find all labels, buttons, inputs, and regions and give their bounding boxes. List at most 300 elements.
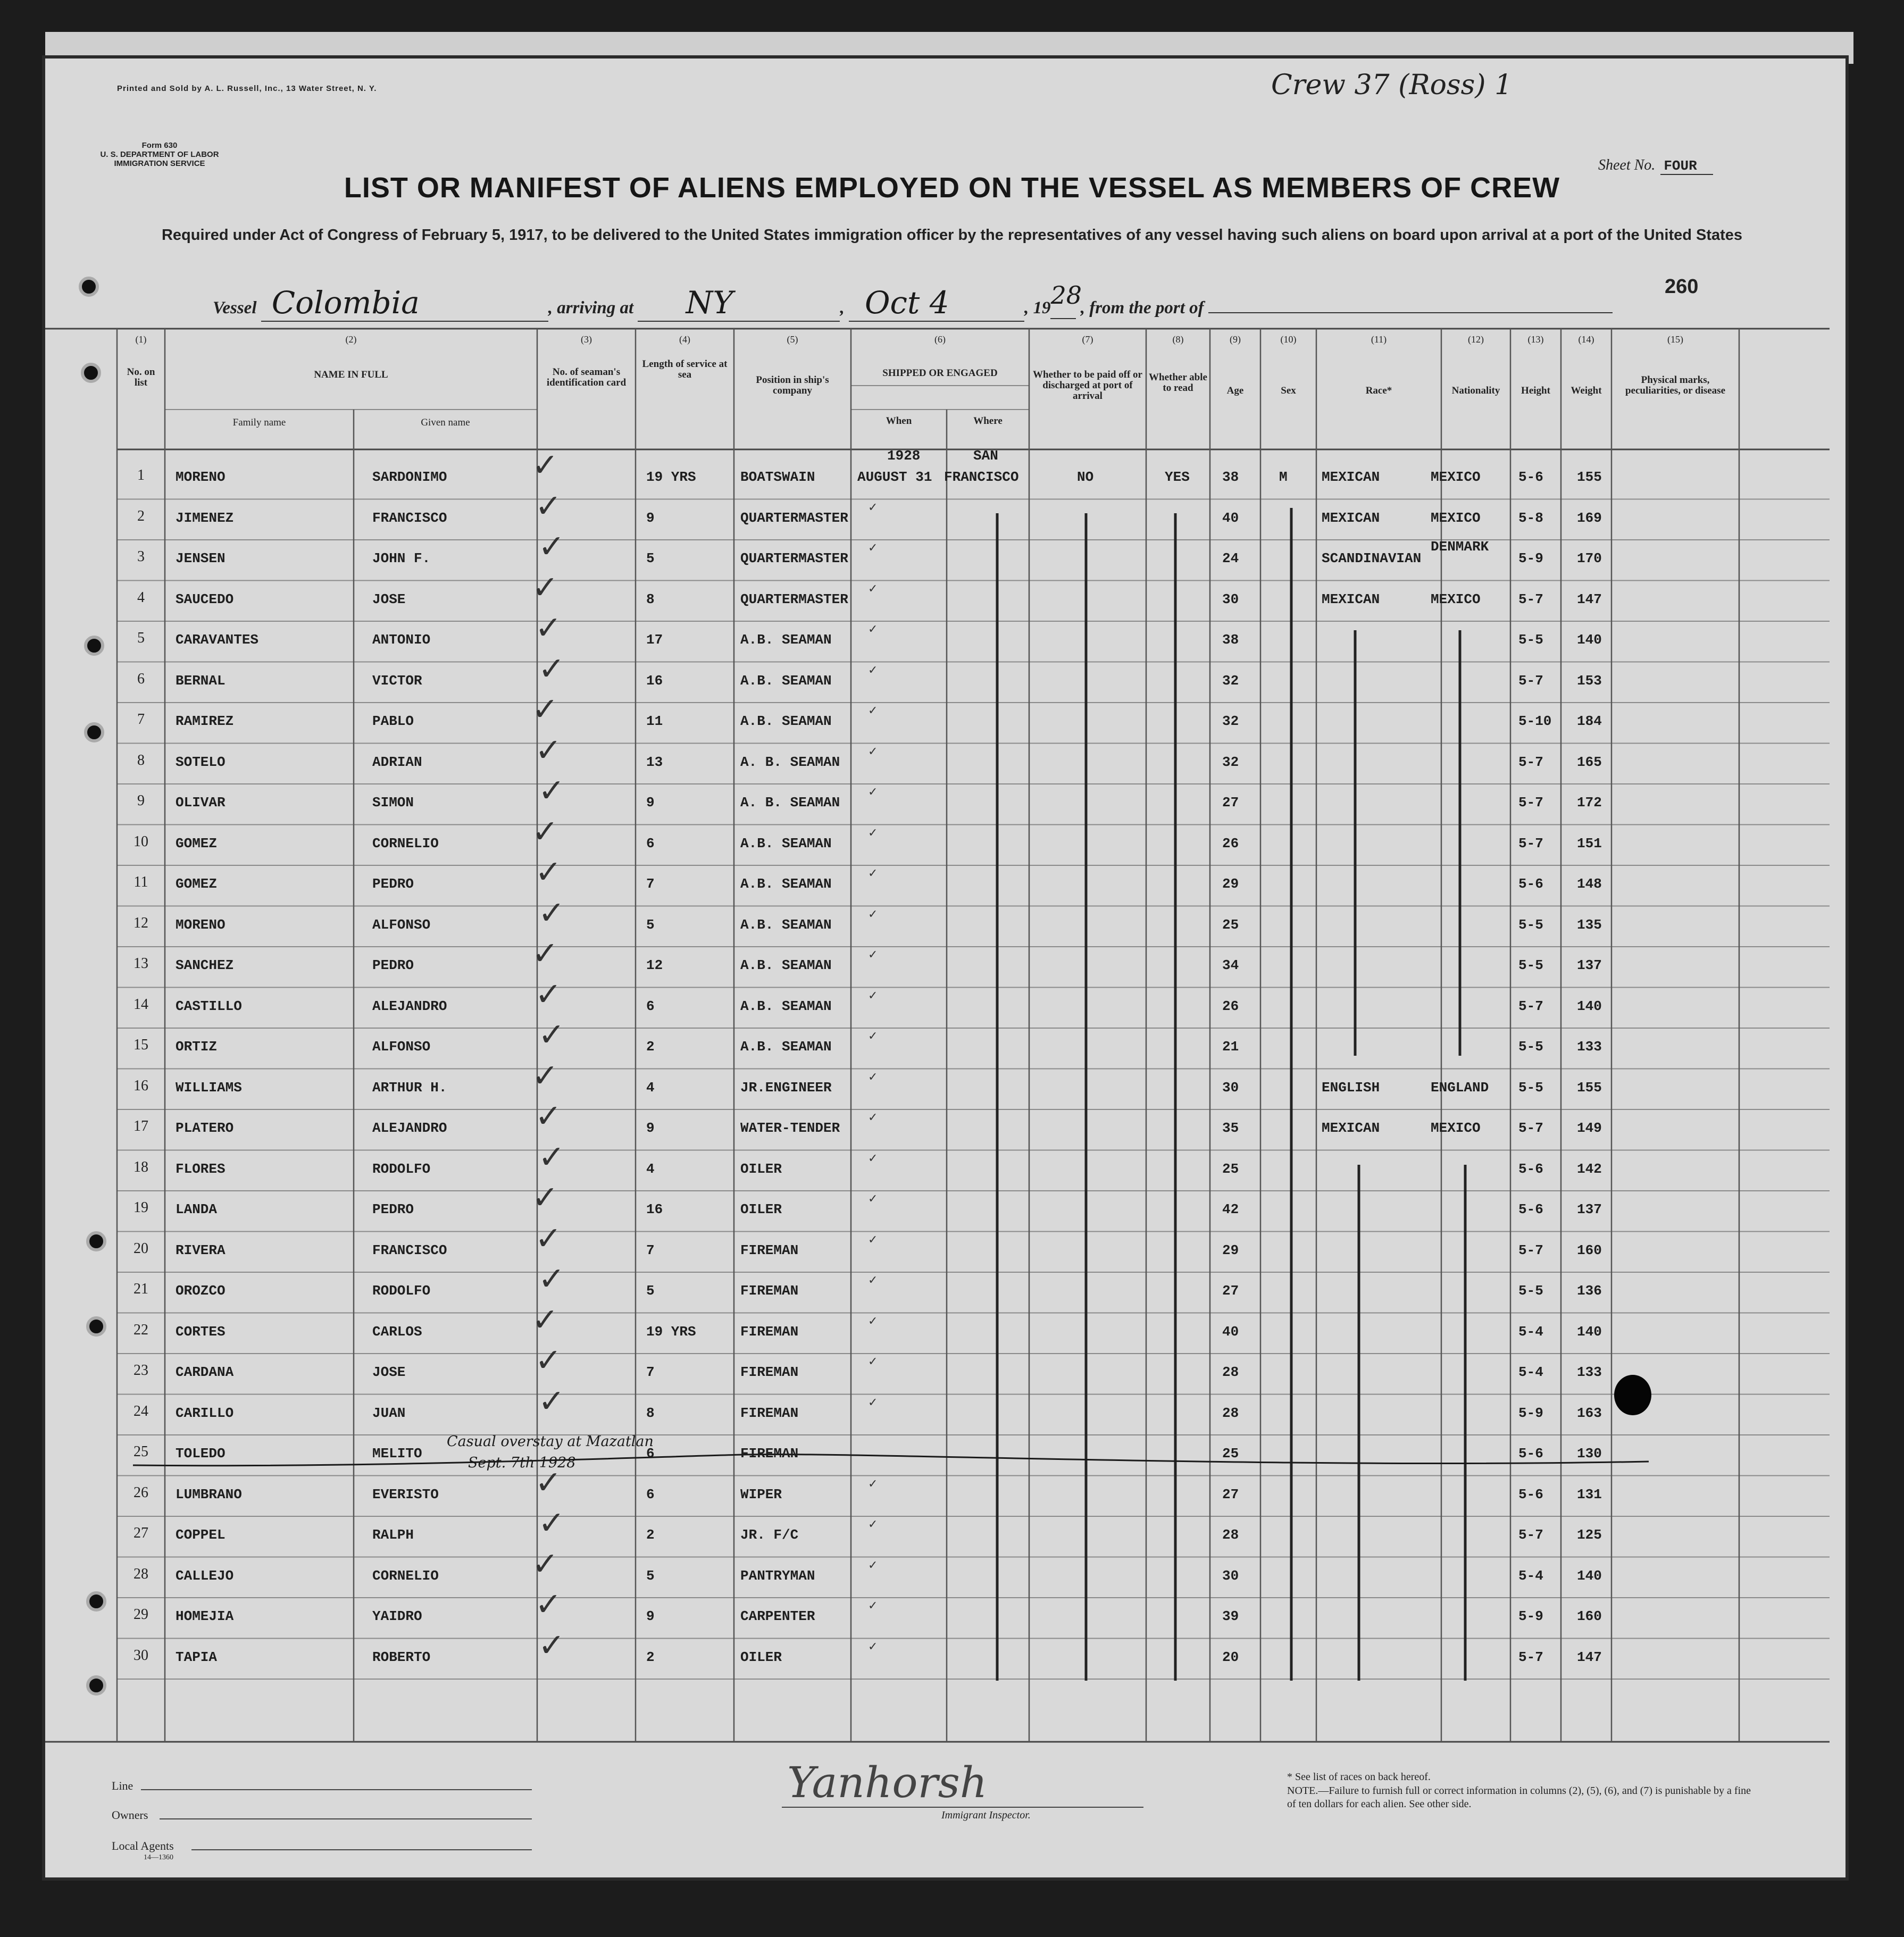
id-card-check-mark: ✓: [535, 487, 562, 525]
cell-race: MEXICAN: [1322, 591, 1380, 607]
cell-family-name: PLATERO: [176, 1120, 234, 1136]
cell-weight: 153: [1577, 672, 1602, 689]
cell-family-name: GOMEZ: [176, 876, 218, 892]
cell-position: FIREMAN: [740, 1364, 799, 1380]
cell-family-name: GOMEZ: [176, 835, 218, 851]
penalty-note: NOTE.—Failure to furnish full or correct information in columns (2), (5), (6), and (7) is punishable by a fine of ten dollars for each alien. See other side.: [1287, 1785, 1751, 1810]
from-port-label: , from the port of: [1080, 298, 1204, 318]
cell-weight: 170: [1577, 550, 1602, 566]
cell-height: 5-9: [1518, 1608, 1543, 1624]
id-card-check-mark: ✓: [532, 1301, 559, 1339]
id-card-check-mark: ✓: [532, 569, 559, 606]
cell-weight: 148: [1577, 876, 1602, 892]
cell-service-length: 9: [646, 510, 655, 526]
id-card-check-mark: ✓: [532, 447, 559, 484]
cell-age: 25: [1222, 1160, 1239, 1177]
row-number: 9: [137, 792, 145, 809]
header-name-in-full: NAME IN FULL: [314, 369, 388, 380]
cell-position: OILER: [740, 1649, 782, 1665]
cell-age: 25: [1222, 1446, 1239, 1462]
cell-position: OILER: [740, 1160, 782, 1177]
cell-service-length: 11: [646, 713, 663, 729]
cell-family-name: FLORES: [176, 1160, 226, 1177]
punch-hole: [84, 636, 104, 656]
shipped-tick-mark: ✓: [868, 1396, 878, 1409]
cell-age: 38: [1222, 632, 1239, 648]
id-card-check-mark: ✓: [532, 1057, 559, 1095]
cell-age: 30: [1222, 1567, 1239, 1584]
cell-age: 32: [1222, 754, 1239, 770]
cell-height: 5-7: [1518, 795, 1543, 811]
cell-family-name: RAMIREZ: [176, 713, 234, 729]
cell-race: ENGLISH: [1322, 1079, 1380, 1096]
punch-hole: [86, 1316, 106, 1337]
header-shipped-engaged: SHIPPED OR ENGAGED: [882, 368, 998, 379]
arrival-date: Oct 4: [864, 285, 949, 321]
shipped-tick-mark: ✓: [868, 1274, 878, 1287]
subheader-when: When: [886, 415, 912, 427]
cell-sex: M: [1279, 469, 1288, 485]
cell-family-name: JENSEN: [176, 550, 226, 566]
cell-family-name: OLIVAR: [176, 795, 226, 811]
arrival-year: 28: [1050, 281, 1082, 310]
header-nationality: Nationality: [1451, 385, 1500, 396]
cell-height: 5-5: [1518, 1079, 1543, 1096]
footer-agents-label: Local Agents: [112, 1839, 174, 1852]
cell-service-length: 6: [646, 1486, 655, 1502]
id-card-check-mark: ✓: [538, 1138, 565, 1176]
cell-given-name: ANTONIO: [372, 632, 431, 648]
cell-age: 27: [1222, 1486, 1239, 1502]
cell-position: QUARTERMASTER: [740, 591, 848, 607]
cell-family-name: CARILLO: [176, 1405, 234, 1421]
id-card-check-mark: ✓: [538, 894, 565, 932]
cell-family-name: ORTIZ: [176, 1039, 218, 1055]
cell-weight: 147: [1577, 1649, 1602, 1665]
cell-given-name: RALPH: [372, 1527, 414, 1543]
col-12-number: (12): [1468, 334, 1484, 345]
id-card-check-mark: ✓: [532, 935, 559, 972]
shipped-tick-mark: ✓: [868, 1518, 878, 1531]
footer-line-label: Line: [112, 1779, 133, 1792]
subheader-given-name: Given name: [421, 417, 470, 428]
cell-height: 5-10: [1518, 713, 1552, 729]
cell-service-length: 2: [646, 1527, 655, 1543]
cell-age: 32: [1222, 713, 1239, 729]
department-name: U. S. DEPARTMENT OF LABOR: [100, 150, 219, 159]
cell-race: MEXICAN: [1322, 1120, 1380, 1136]
cell-given-name: JOSE: [372, 1364, 406, 1380]
header-height: Height: [1521, 385, 1550, 396]
cell-given-name: FRANCISCO: [372, 510, 447, 526]
cell-age: 42: [1222, 1201, 1239, 1217]
row-number: 16: [133, 1077, 148, 1094]
cell-weight: 160: [1577, 1242, 1602, 1258]
cell-position: A.B. SEAMAN: [740, 1039, 832, 1055]
id-card-check-mark: ✓: [538, 1260, 565, 1298]
cell-height: 5-6: [1518, 1446, 1543, 1462]
cell-service-length: 8: [646, 591, 655, 607]
shipped-tick-mark: ✓: [868, 1070, 878, 1084]
cell-service-length: 2: [646, 1649, 655, 1665]
cell-service-length: 4: [646, 1079, 655, 1096]
inspector-label: Immigrant Inspector.: [941, 1809, 1031, 1821]
cell-service-length: 9: [646, 1608, 655, 1624]
cell-service-length: 17: [646, 632, 663, 648]
cell-given-name: ALEJANDRO: [372, 998, 447, 1014]
id-card-check-mark: ✓: [538, 1382, 565, 1420]
header-paid-off: Whether to be paid off or discharged at port of arrival: [1033, 369, 1142, 402]
cell-weight: 169: [1577, 510, 1602, 526]
printer-credit: Printed and Sold by A. L. Russell, Inc., 13 Water Street, N. Y.: [117, 84, 377, 93]
cell-height: 5-7: [1518, 1120, 1543, 1136]
shipped-tick-mark: ✓: [868, 907, 878, 921]
cell-height: 5-6: [1518, 1160, 1543, 1177]
header-length-of-service: Length of service at sea: [642, 358, 728, 380]
col-11-number: (11): [1371, 334, 1387, 345]
cell-height: 5-7: [1518, 1527, 1543, 1543]
cell-family-name: MORENO: [176, 469, 226, 485]
cell-given-name: PEDRO: [372, 957, 414, 973]
cell-service-length: 19 YRS: [646, 1323, 696, 1340]
cell-family-name: SANCHEZ: [176, 957, 234, 973]
row-number: 2: [137, 507, 145, 524]
cell-service-length: 4: [646, 1160, 655, 1177]
row-number: 23: [133, 1362, 148, 1379]
cell-height: 5-6: [1518, 1201, 1543, 1217]
shipped-tick-mark: ✓: [868, 500, 878, 514]
id-card-check-mark: ✓: [538, 1016, 565, 1054]
header-sex: Sex: [1281, 385, 1296, 396]
cell-family-name: MORENO: [176, 916, 226, 933]
cell-position: JR.ENGINEER: [740, 1079, 832, 1096]
id-card-check-mark: ✓: [538, 1505, 565, 1542]
cell-height: 5-5: [1518, 632, 1543, 648]
cell-service-length: 5: [646, 1283, 655, 1299]
shipped-tick-mark: ✓: [868, 948, 878, 962]
cell-height: 5-7: [1518, 835, 1543, 851]
ink-blot: [1614, 1375, 1651, 1415]
cell-height: 5-6: [1518, 876, 1543, 892]
punch-hole: [86, 1675, 106, 1696]
cell-family-name: CARAVANTES: [176, 632, 259, 648]
vessel-line: Vessel Colombia , arriving at NY , Oct 4 , 1928 , from the port of: [213, 281, 1613, 322]
cell-given-name: PEDRO: [372, 1201, 414, 1217]
cell-shipped-when: AUGUST 31: [857, 469, 932, 485]
shipped-tick-mark: ✓: [868, 826, 878, 840]
id-card-check-mark: ✓: [532, 813, 559, 850]
cell-age: 40: [1222, 1323, 1239, 1340]
cell-position: QUARTERMASTER: [740, 510, 848, 526]
sheet-label: Sheet No.: [1598, 157, 1656, 173]
cell-service-length: 9: [646, 1120, 655, 1136]
col-9-number: (9): [1230, 334, 1241, 345]
cell-age: 35: [1222, 1120, 1239, 1136]
cell-family-name: JIMENEZ: [176, 510, 234, 526]
vessel-name: Colombia: [271, 285, 420, 321]
cell-position: A. B. SEAMAN: [740, 754, 840, 770]
row-number: 28: [133, 1565, 148, 1582]
shipped-tick-mark: ✓: [868, 1111, 878, 1124]
cell-position: A.B. SEAMAN: [740, 998, 832, 1014]
cell-service-length: 6: [646, 1446, 655, 1462]
cell-given-name: ALFONSO: [372, 916, 431, 933]
col-4-number: (4): [679, 334, 690, 345]
cell-age: 21: [1222, 1039, 1239, 1055]
row-number: 1: [137, 467, 145, 483]
stamp-number: 260: [1665, 275, 1699, 298]
row-number: 17: [133, 1118, 148, 1134]
col-8-number: (8): [1172, 334, 1184, 345]
cell-height: 5-5: [1518, 1283, 1543, 1299]
cell-service-length: 9: [646, 795, 655, 811]
cell-weight: 151: [1577, 835, 1602, 851]
cell-height: 5-7: [1518, 754, 1543, 770]
cell-family-name: SAUCEDO: [176, 591, 234, 607]
document-subtitle: Required under Act of Congress of February 5, 1917, to be delivered to the United States immigration officer by the representatives of any vessel having such aliens on board upon arrival at a port of the United States: [161, 227, 1743, 244]
cell-race: MEXICAN: [1322, 469, 1380, 485]
cell-height: 5-5: [1518, 1039, 1543, 1055]
cell-weight: 172: [1577, 795, 1602, 811]
cell-shipped-where: FRANCISCO: [944, 469, 1019, 485]
cell-height: 5-6: [1518, 469, 1543, 485]
cell-shipped-year: 1928: [887, 448, 921, 464]
row-number: 22: [133, 1321, 148, 1338]
cell-age: 27: [1222, 1283, 1239, 1299]
subheader-where: Where: [973, 415, 1003, 427]
cell-given-name: ROBERTO: [372, 1649, 431, 1665]
footer-form-code: 14—1360: [144, 1853, 173, 1861]
cell-position: JR. F/C: [740, 1527, 799, 1543]
cell-family-name: HOMEJIA: [176, 1608, 234, 1624]
cell-family-name: CALLEJO: [176, 1567, 234, 1584]
cell-weight: 140: [1577, 998, 1602, 1014]
cell-weight: 140: [1577, 1323, 1602, 1340]
cell-height: 5-5: [1518, 916, 1543, 933]
col-2-number: (2): [345, 334, 357, 345]
col-6-number: (6): [934, 334, 946, 345]
document-title: LIST OR MANIFEST OF ALIENS EMPLOYED ON THE VESSEL AS MEMBERS OF CREW: [344, 172, 1560, 204]
shipped-tick-mark: ✓: [868, 704, 878, 717]
shipped-tick-mark: ✓: [868, 786, 878, 799]
row-number: 21: [133, 1281, 148, 1297]
id-card-check-mark: ✓: [535, 1098, 562, 1135]
cell-able-to-read: YES: [1165, 469, 1190, 485]
shipped-tick-mark: ✓: [868, 1558, 878, 1572]
cell-service-length: 6: [646, 998, 655, 1014]
id-card-check-mark: ✓: [535, 1220, 562, 1257]
service-name: IMMIGRATION SERVICE: [114, 159, 205, 168]
row-number: 12: [133, 914, 148, 931]
arrival-port: NY: [686, 285, 733, 321]
cell-height: 5-7: [1518, 1649, 1543, 1665]
shipped-tick-mark: ✓: [868, 582, 878, 596]
cell-age: 34: [1222, 957, 1239, 973]
cell-nationality: MEXICO: [1431, 591, 1481, 607]
id-card-check-mark: ✓: [535, 1464, 562, 1501]
year-prefix: , 19: [1024, 298, 1051, 318]
cell-weight: 133: [1577, 1039, 1602, 1055]
header-position: Position in ship's company: [756, 374, 829, 396]
col-14-number: (14): [1578, 334, 1594, 345]
punch-hole: [86, 1231, 106, 1251]
cell-position: PANTRYMAN: [740, 1567, 815, 1584]
id-card-check-mark: ✓: [532, 1179, 559, 1216]
cell-family-name: OROZCO: [176, 1283, 226, 1299]
cell-height: 5-4: [1518, 1323, 1543, 1340]
header-id-card: No. of seaman's identification card: [546, 366, 627, 388]
cell-given-name: EVERISTO: [372, 1486, 439, 1502]
id-card-check-mark: ✓: [535, 975, 562, 1013]
row-number: 29: [133, 1606, 148, 1623]
cell-height: 5-9: [1518, 550, 1543, 566]
row-number: 18: [133, 1158, 148, 1175]
cell-family-name: LANDA: [176, 1201, 218, 1217]
punch-hole: [81, 363, 101, 383]
cell-age: 30: [1222, 1079, 1239, 1096]
sheet-value: FOUR: [1660, 158, 1713, 175]
id-card-check-mark: ✓: [535, 854, 562, 891]
cell-weight: 125: [1577, 1527, 1602, 1543]
cell-weight: 131: [1577, 1486, 1602, 1502]
cell-family-name: CASTILLO: [176, 998, 242, 1014]
cell-service-length: 7: [646, 876, 655, 892]
row-number: 5: [137, 630, 145, 646]
cell-service-length: 7: [646, 1364, 655, 1380]
cell-service-length: 7: [646, 1242, 655, 1258]
cell-service-length: 5: [646, 550, 655, 566]
cell-weight: 130: [1577, 1446, 1602, 1462]
cell-age: 26: [1222, 835, 1239, 851]
cell-given-name: CORNELIO: [372, 1567, 439, 1584]
cell-age: 29: [1222, 876, 1239, 892]
vessel-label: Vessel: [213, 298, 257, 318]
cell-shipped-where-top: SAN: [973, 448, 998, 464]
col-15-number: (15): [1667, 334, 1683, 345]
cell-age: 29: [1222, 1242, 1239, 1258]
cell-service-length: 5: [646, 916, 655, 933]
cell-service-length: 5: [646, 1567, 655, 1584]
cell-family-name: SOTELO: [176, 754, 226, 770]
cell-family-name: RIVERA: [176, 1242, 226, 1258]
cell-weight: 140: [1577, 632, 1602, 648]
cell-age: 40: [1222, 510, 1239, 526]
cell-nationality: MEXICO: [1431, 510, 1481, 526]
cell-position: A.B. SEAMAN: [740, 876, 832, 892]
cell-family-name: BERNAL: [176, 672, 226, 689]
inspector-signature: Yanhorsh: [787, 1758, 988, 1807]
cell-given-name: CORNELIO: [372, 835, 439, 851]
cell-service-length: 6: [646, 835, 655, 851]
cell-position: QUARTERMASTER: [740, 550, 848, 566]
shipped-tick-mark: ✓: [868, 745, 878, 758]
cell-weight: 165: [1577, 754, 1602, 770]
cell-position: A.B. SEAMAN: [740, 916, 832, 933]
row-number: 6: [137, 670, 145, 687]
shipped-tick-mark: ✓: [868, 1030, 878, 1043]
cell-position: FIREMAN: [740, 1283, 799, 1299]
row-number: 19: [133, 1199, 148, 1216]
id-card-check-mark: ✓: [532, 1545, 559, 1583]
cell-weight: 137: [1577, 957, 1602, 973]
shipped-tick-mark: ✓: [868, 1640, 878, 1654]
crew-reference: Crew 37 (Ross) 1: [1271, 69, 1513, 101]
cell-nationality: MEXICO: [1431, 469, 1481, 485]
shipped-tick-mark: ✓: [868, 1314, 878, 1328]
overstay-annotation-date: Sept. 7th 1928: [468, 1455, 576, 1471]
cell-position: CARPENTER: [740, 1608, 815, 1624]
cell-height: 5-7: [1518, 1242, 1543, 1258]
cell-service-length: 16: [646, 1201, 663, 1217]
cell-height: 5-7: [1518, 998, 1543, 1014]
col-7-number: (7): [1082, 334, 1093, 345]
cell-family-name: COPPEL: [176, 1527, 226, 1543]
shipped-tick-mark: ✓: [868, 1151, 878, 1165]
cell-position: A.B. SEAMAN: [740, 632, 832, 648]
cell-weight: 140: [1577, 1567, 1602, 1584]
shipped-tick-mark: ✓: [868, 623, 878, 636]
id-card-check-mark: ✓: [535, 610, 562, 647]
cell-given-name: JOHN F.: [372, 550, 431, 566]
cell-weight: 147: [1577, 591, 1602, 607]
shipped-tick-mark: ✓: [868, 867, 878, 880]
row-number: 3: [137, 548, 145, 565]
id-card-check-mark: ✓: [532, 691, 559, 728]
cell-position: FIREMAN: [740, 1446, 799, 1462]
header-age: Age: [1226, 385, 1244, 396]
punch-hole: [79, 277, 99, 297]
cell-weight: 133: [1577, 1364, 1602, 1380]
cell-given-name: ARTHUR H.: [372, 1079, 447, 1096]
cell-position: FIREMAN: [740, 1405, 799, 1421]
cell-given-name: FRANCISCO: [372, 1242, 447, 1258]
cell-weight: 142: [1577, 1160, 1602, 1177]
cell-position: A.B. SEAMAN: [740, 957, 832, 973]
row-number: 8: [137, 752, 145, 769]
cell-given-name: JOSE: [372, 591, 406, 607]
cell-service-length: 19 YRS: [646, 469, 696, 485]
cell-service-length: 12: [646, 957, 663, 973]
cell-age: 20: [1222, 1649, 1239, 1665]
cell-given-name: ALEJANDRO: [372, 1120, 447, 1136]
cell-family-name: LUMBRANO: [176, 1486, 242, 1502]
punch-hole: [84, 722, 104, 742]
cell-age: 28: [1222, 1364, 1239, 1380]
cell-age: 30: [1222, 591, 1239, 607]
row-number: 15: [133, 1037, 148, 1053]
col-1-number: (1): [135, 334, 147, 345]
cell-family-name: TOLEDO: [176, 1446, 226, 1462]
id-card-check-mark: ✓: [535, 1586, 562, 1623]
cell-nationality: MEXICO: [1431, 1120, 1481, 1136]
header-race: Race*: [1365, 385, 1392, 396]
cell-age: 39: [1222, 1608, 1239, 1624]
col-13-number: (13): [1527, 334, 1544, 345]
cell-given-name: RODOLFO: [372, 1160, 431, 1177]
cell-weight: 184: [1577, 713, 1602, 729]
row-number: 11: [133, 874, 148, 890]
cell-race: SCANDINAVIAN: [1322, 550, 1422, 566]
col-10-number: (10): [1280, 334, 1297, 345]
row-number: 30: [133, 1647, 148, 1664]
cell-given-name: ALFONSO: [372, 1039, 431, 1055]
race-note: * See list of races on back hereof.: [1287, 1771, 1431, 1783]
cell-given-name: PEDRO: [372, 876, 414, 892]
cell-position: OILER: [740, 1201, 782, 1217]
cell-paid-off: NO: [1077, 469, 1094, 485]
id-card-check-mark: ✓: [538, 1626, 565, 1664]
shipped-tick-mark: ✓: [868, 1233, 878, 1247]
